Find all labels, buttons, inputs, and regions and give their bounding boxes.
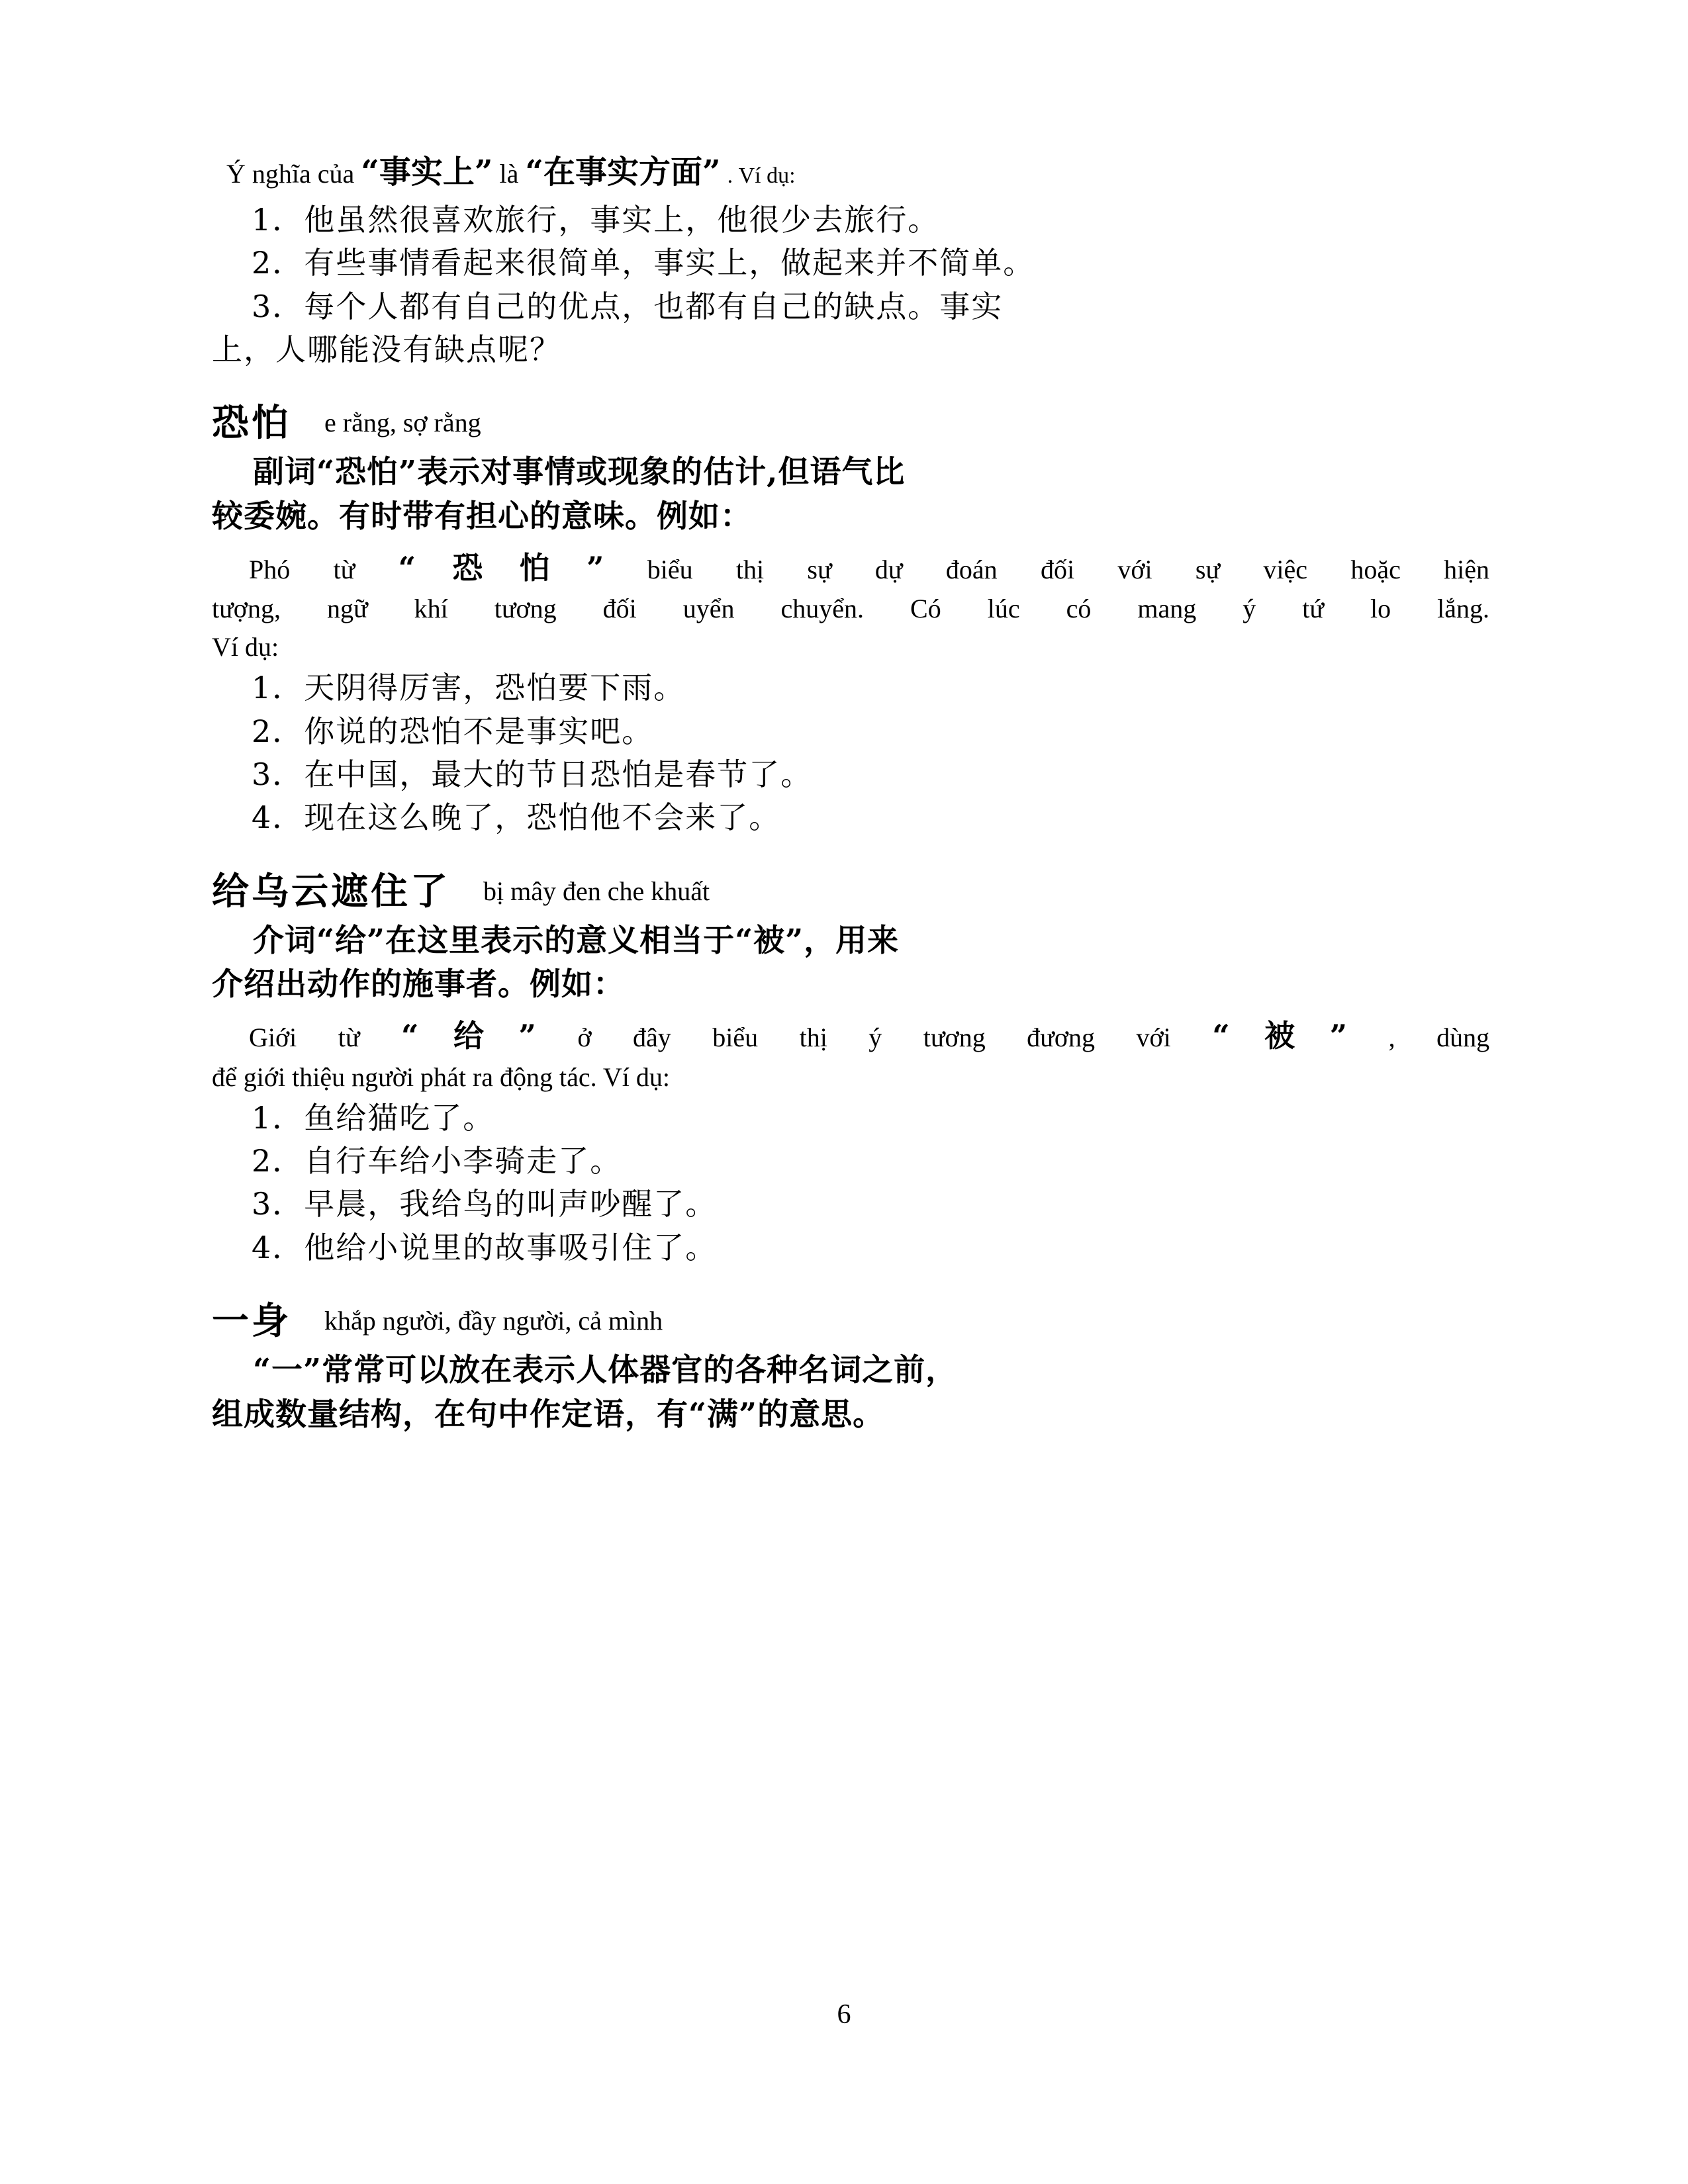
intro-term-2: “在事实方面” — [525, 154, 721, 191]
explanation-prefix: Phó từ — [249, 554, 355, 584]
example-sentence: 2．自行车给小李骑走了。 — [252, 1143, 622, 1179]
explanation-quoted-term: “给” — [401, 1018, 536, 1054]
example-sentence: 2．你说的恐怕不是事实吧。 — [252, 713, 654, 749]
explanation-prefix: Giới từ — [249, 1023, 360, 1053]
explanation-vietnamese — [212, 1014, 1489, 1097]
explanation-line: 介词“给”在这里表示的意义相当于“被”，用来 — [253, 922, 900, 959]
intro-suffix: . Ví dụ: — [727, 163, 796, 188]
explanation-chinese — [212, 451, 1489, 539]
example-sentence: 1．他虽然很喜欢旅行，事实上，他很少去旅行。 — [252, 202, 940, 238]
explanation-line: 组成数量结构，在句中作定语，有“满”的意思。 — [212, 1396, 885, 1433]
explanation-line: Ví dụ: — [212, 632, 279, 662]
entry-headword: 恐怕 — [212, 401, 291, 445]
example-sentence: 1．鱼给猫吃了。 — [252, 1099, 495, 1136]
example-sentence: 3．早晨，我给鸟的叫声吵醒了。 — [252, 1186, 718, 1222]
entry-gloss: bị mây đen che khuất — [483, 876, 710, 906]
entry-heading-gei — [212, 862, 1489, 915]
example-sentence: 3．每个人都有自己的优点，也都有自己的缺点。事实 — [252, 288, 1004, 324]
explanation-chinese — [212, 919, 1489, 1007]
entry-headword: 一身 — [212, 1299, 291, 1343]
explanation-line — [212, 1014, 1489, 1058]
entry-gloss: khắp người, đầy người, cả mình — [324, 1306, 663, 1336]
explanation-line: để giới thiệu người phát ra động tác. Ví dụ: — [212, 1062, 671, 1092]
entry-heading-yishen — [212, 1292, 1489, 1345]
example-sentence: 2．有些事情看起来很简单，事实上，做起来并不简单。 — [252, 245, 1035, 281]
explanation-quoted-term: “恐怕” — [398, 549, 604, 586]
intro-prefix: Ý nghĩa của — [226, 159, 355, 189]
entry-gloss: e rằng, sợ rằng — [324, 408, 481, 438]
explanation-line: 副词“恐怕”表示对事情或现象的估计,但语气比 — [253, 454, 906, 491]
explanation-vietnamese — [212, 546, 1489, 667]
explanation-line: 较委婉。有时带有担心的意味。例如： — [212, 498, 752, 535]
explanation-line: “一”常常可以放在表示人体器官的各种名词之前， — [253, 1352, 958, 1389]
explanation-text-tail: , dùng — [1388, 1023, 1490, 1053]
explanation-chinese — [212, 1349, 1489, 1437]
intro-middle: là — [499, 159, 519, 189]
explanation-line — [212, 546, 1489, 590]
explanation-quoted-term: “被” — [1212, 1018, 1348, 1054]
intro-term-1: “事实上” — [361, 154, 493, 191]
example-sentence: 1．天阴得厉害，恐怕要下雨。 — [252, 670, 686, 706]
example-sentence: 3．在中国，最大的节日恐怕是春节了。 — [252, 756, 813, 793]
explanation-text: biểu thị sự dự đoán đối với sự việc hoặc hiện — [647, 554, 1490, 584]
page-number: 6 — [837, 1999, 851, 2030]
entry-headword: 给乌云遮住了 — [212, 869, 450, 913]
entry-heading-kongpa — [212, 394, 1489, 447]
example-sentence: 4．他给小说里的故事吸引住了。 — [252, 1229, 718, 1265]
explanation-line: tượng, ngữ khí tương đối uyển chuyển. Có lúc có mang ý tứ lo lắng. — [212, 594, 1489, 624]
explanation-text: ở đây biểu thị ý tương đương với — [577, 1023, 1171, 1053]
intro-line — [212, 152, 1489, 192]
explanation-line: 介绍出动作的施事者。例如： — [212, 966, 625, 1003]
example-sentence-continuation: 上，人哪能没有缺点呢？ — [212, 331, 561, 367]
example-sentence: 4．现在这么晚了，恐怕他不会来了。 — [252, 799, 781, 836]
